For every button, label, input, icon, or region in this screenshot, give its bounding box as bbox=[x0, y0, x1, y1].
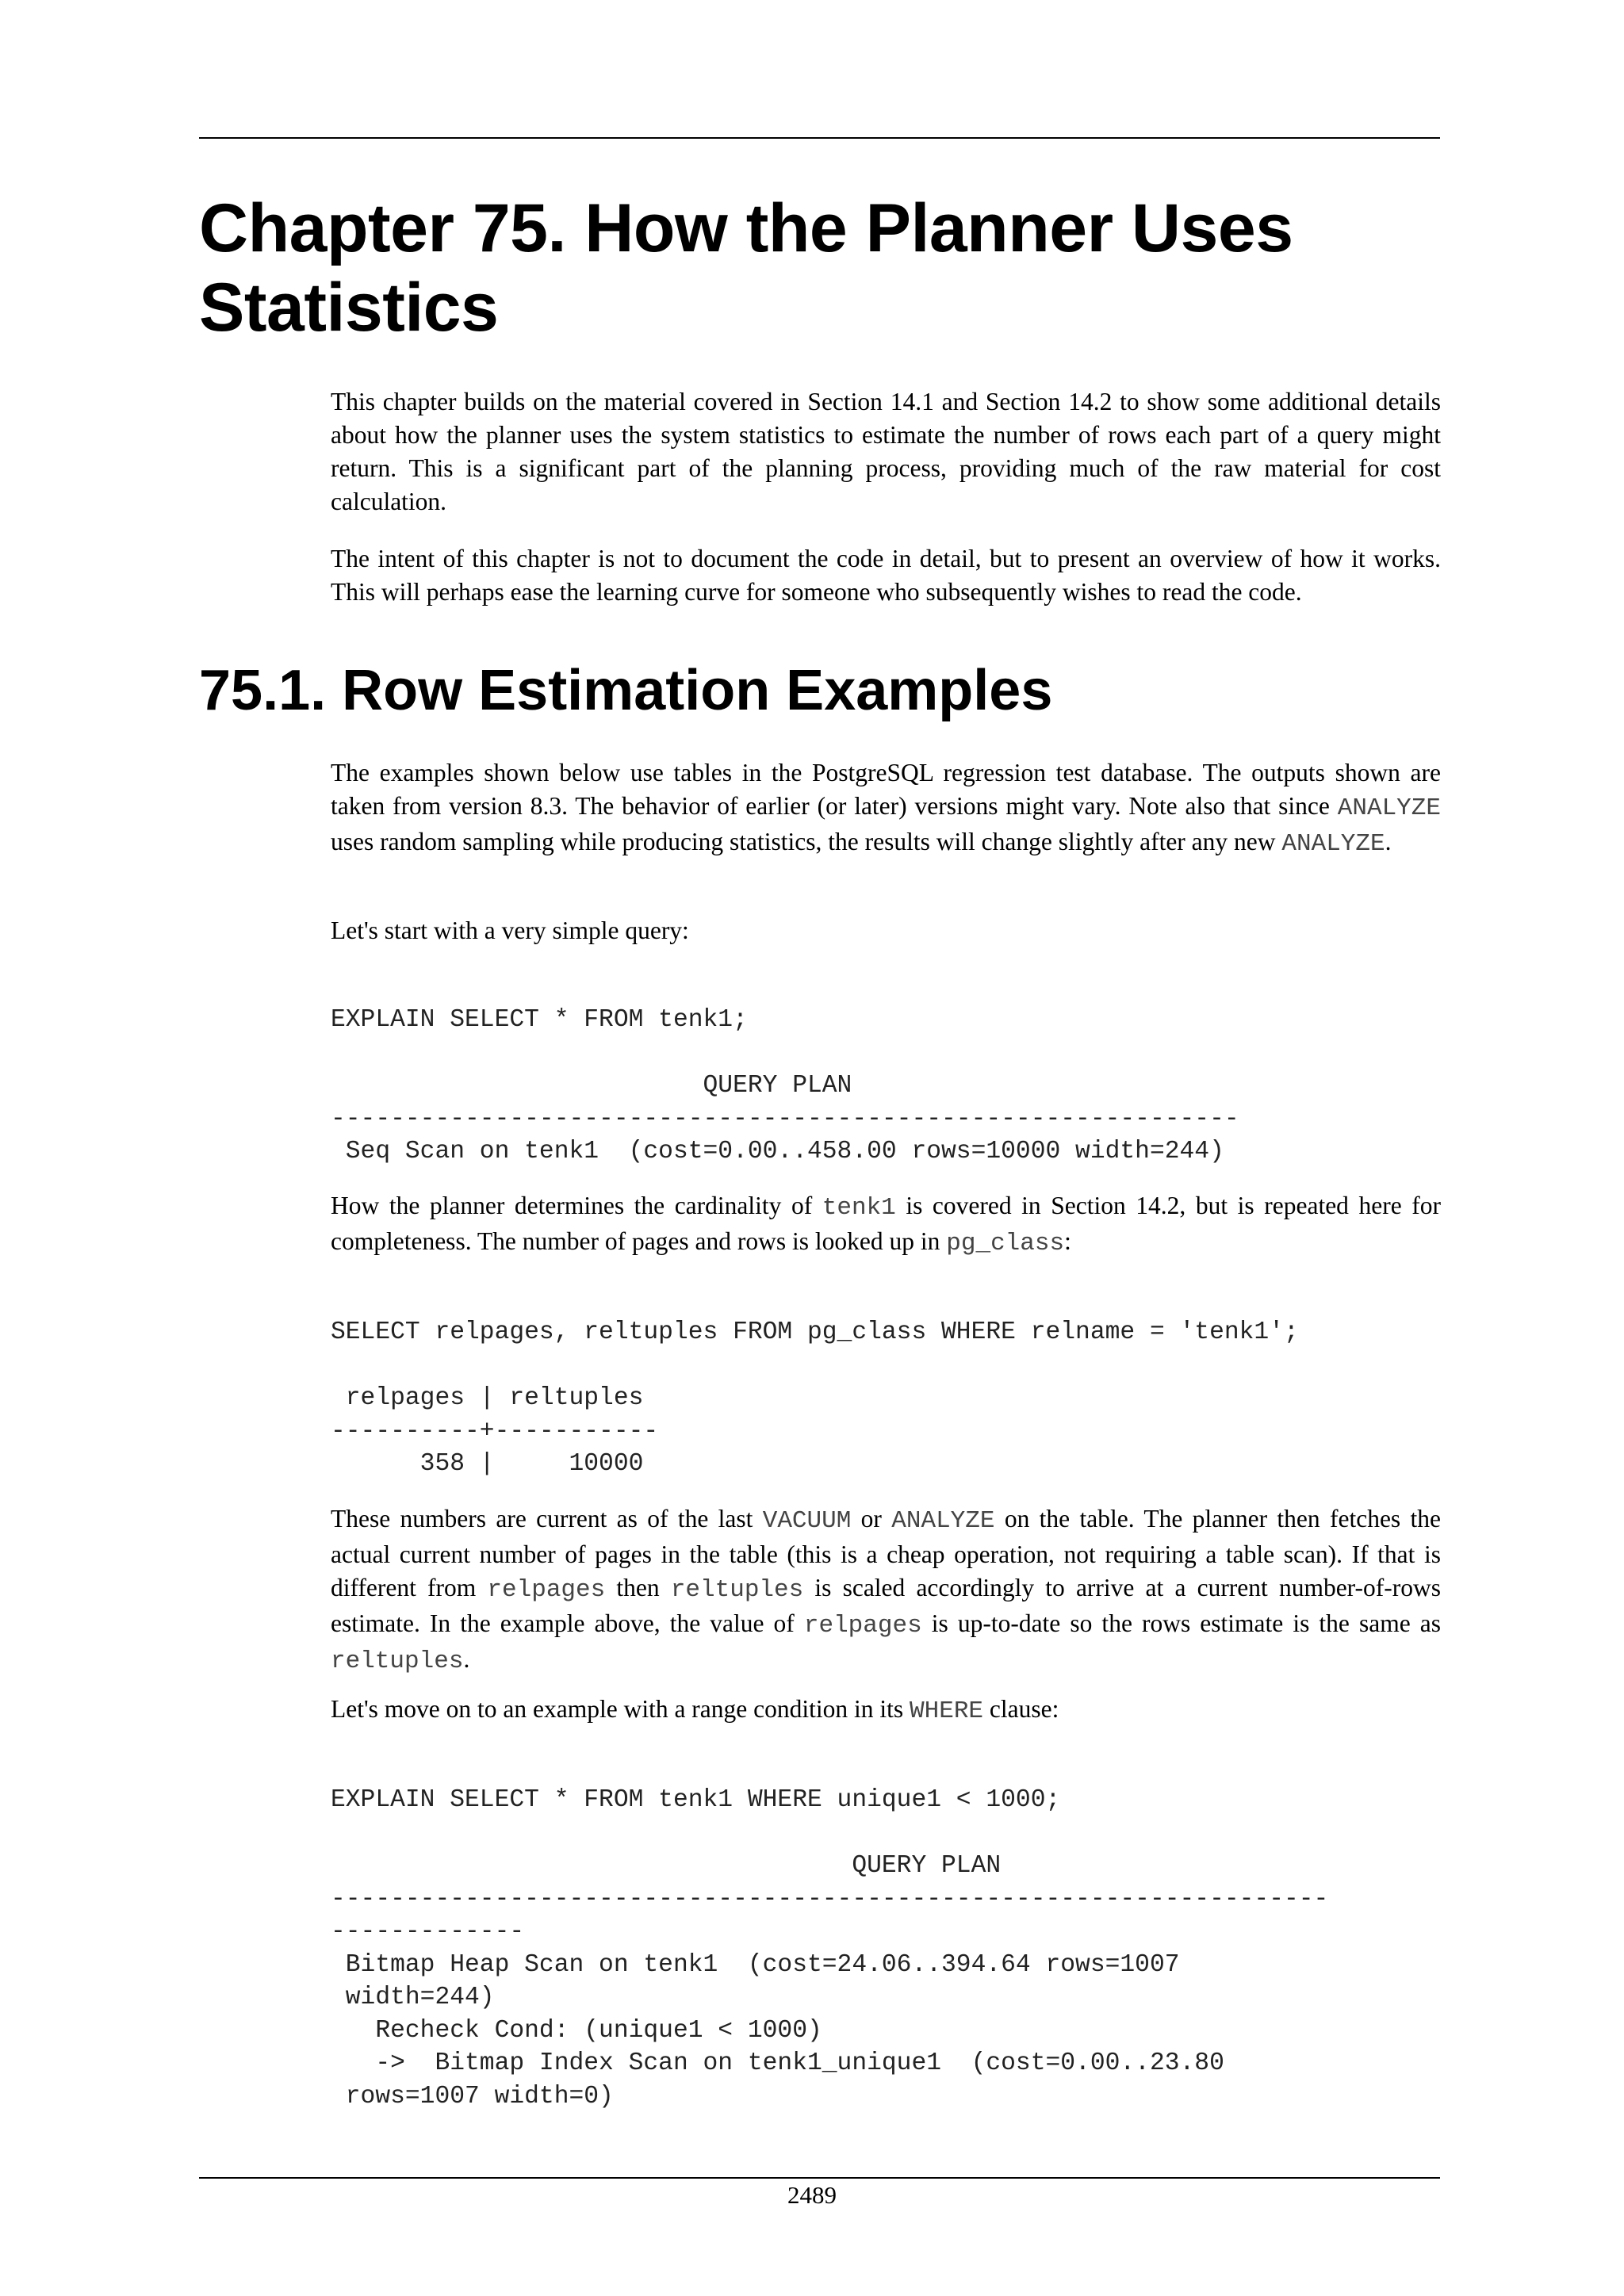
inline-code: ANALYZE bbox=[891, 1507, 995, 1535]
intro-paragraph-2: The intent of this chapter is not to document the code in detail, but to present an overview of how it works. This will perhaps ease the learning curve for someone who subsequently wishes to read the code. bbox=[331, 545, 1441, 606]
inline-code: reltuples bbox=[331, 1647, 464, 1675]
code-block-pg-class: SELECT relpages, reltuples FROM pg_class WHERE relname = 'tenk1'; relpages | reltuples ----------+----------- 358 | 10000 bbox=[331, 1318, 1299, 1478]
inline-code: relpages bbox=[487, 1576, 606, 1604]
inline-code: reltuples bbox=[670, 1576, 804, 1604]
inline-code: WHERE bbox=[910, 1697, 984, 1725]
inline-code: relpages bbox=[803, 1612, 922, 1640]
header-rule bbox=[199, 137, 1440, 139]
section-paragraph-5: Let's move on to an example with a range condition in its WHERE clause: bbox=[331, 1695, 1059, 1725]
section-title: 75.1. Row Estimation Examples bbox=[199, 659, 1053, 722]
section-paragraph-3: How the planner determines the cardinality of tenk1 is covered in Section 14.2, but is repeated here for completeness. The number of pages and rows is looked up in pg_class: bbox=[331, 1192, 1441, 1257]
section-paragraph-2: Let's start with a very simple query: bbox=[331, 916, 689, 944]
inline-code: VACUUM bbox=[762, 1507, 852, 1535]
intro-paragraph-1: This chapter builds on the material covered in Section 14.1 and Section 14.2 to show some additional details about how the planner uses the system statistics to estimate the number of rows each part of a query might return. This is a significant part of the planning process, providing much of the raw material for cost calculation. bbox=[331, 388, 1441, 515]
chapter-title: Chapter 75. How the Planner Uses Statistics bbox=[199, 190, 1293, 346]
page-number: 2489 bbox=[787, 2181, 837, 2209]
section-paragraph-1: The examples shown below use tables in the PostgreSQL regression test database. The outputs shown are taken from version 8.3. The behavior of earlier (or later) versions might vary. Note also that since ANALYZE uses random sampling while producing statistics, the results will change slightly after any new ANALYZE. bbox=[331, 759, 1441, 858]
inline-code: tenk1 bbox=[822, 1194, 896, 1222]
inline-code: ANALYZE bbox=[1337, 794, 1441, 822]
inline-code: pg_class bbox=[946, 1230, 1065, 1257]
code-block-explain-seqscan: EXPLAIN SELECT * FROM tenk1; QUERY PLAN ------------------------------------------------------------- Seq Scan on tenk1 (cost=0.00..458.00 rows=10000 width=244) bbox=[331, 1006, 1239, 1165]
inline-code: ANALYZE bbox=[1281, 830, 1385, 858]
section-paragraph-4: These numbers are current as of the last VACUUM or ANALYZE on the table. The planner then fetches the actual current number of pages in the table (this is a cheap operation, not requiring a table scan). If that is different from relpages then reltuples is scaled accordingly to arrive at a current number-of-rows estimate. In the example above, the value of relpages is up-to-date so the rows estimate is the same as reltuples. bbox=[331, 1505, 1442, 1675]
code-block-explain-bitmap: EXPLAIN SELECT * FROM tenk1 WHERE unique1 < 1000; QUERY PLAN ------------------------------------------------------------------- ------------- Bitmap Heap Scan on tenk1 (cost=24.06..394.64 rows=1007 width=244) Recheck Cond: (unique1 < 1000) -> Bitmap Index Scan on tenk1_unique1 (cost=0.00..23.80 rows=1007 width=0) bbox=[331, 1786, 1329, 2110]
